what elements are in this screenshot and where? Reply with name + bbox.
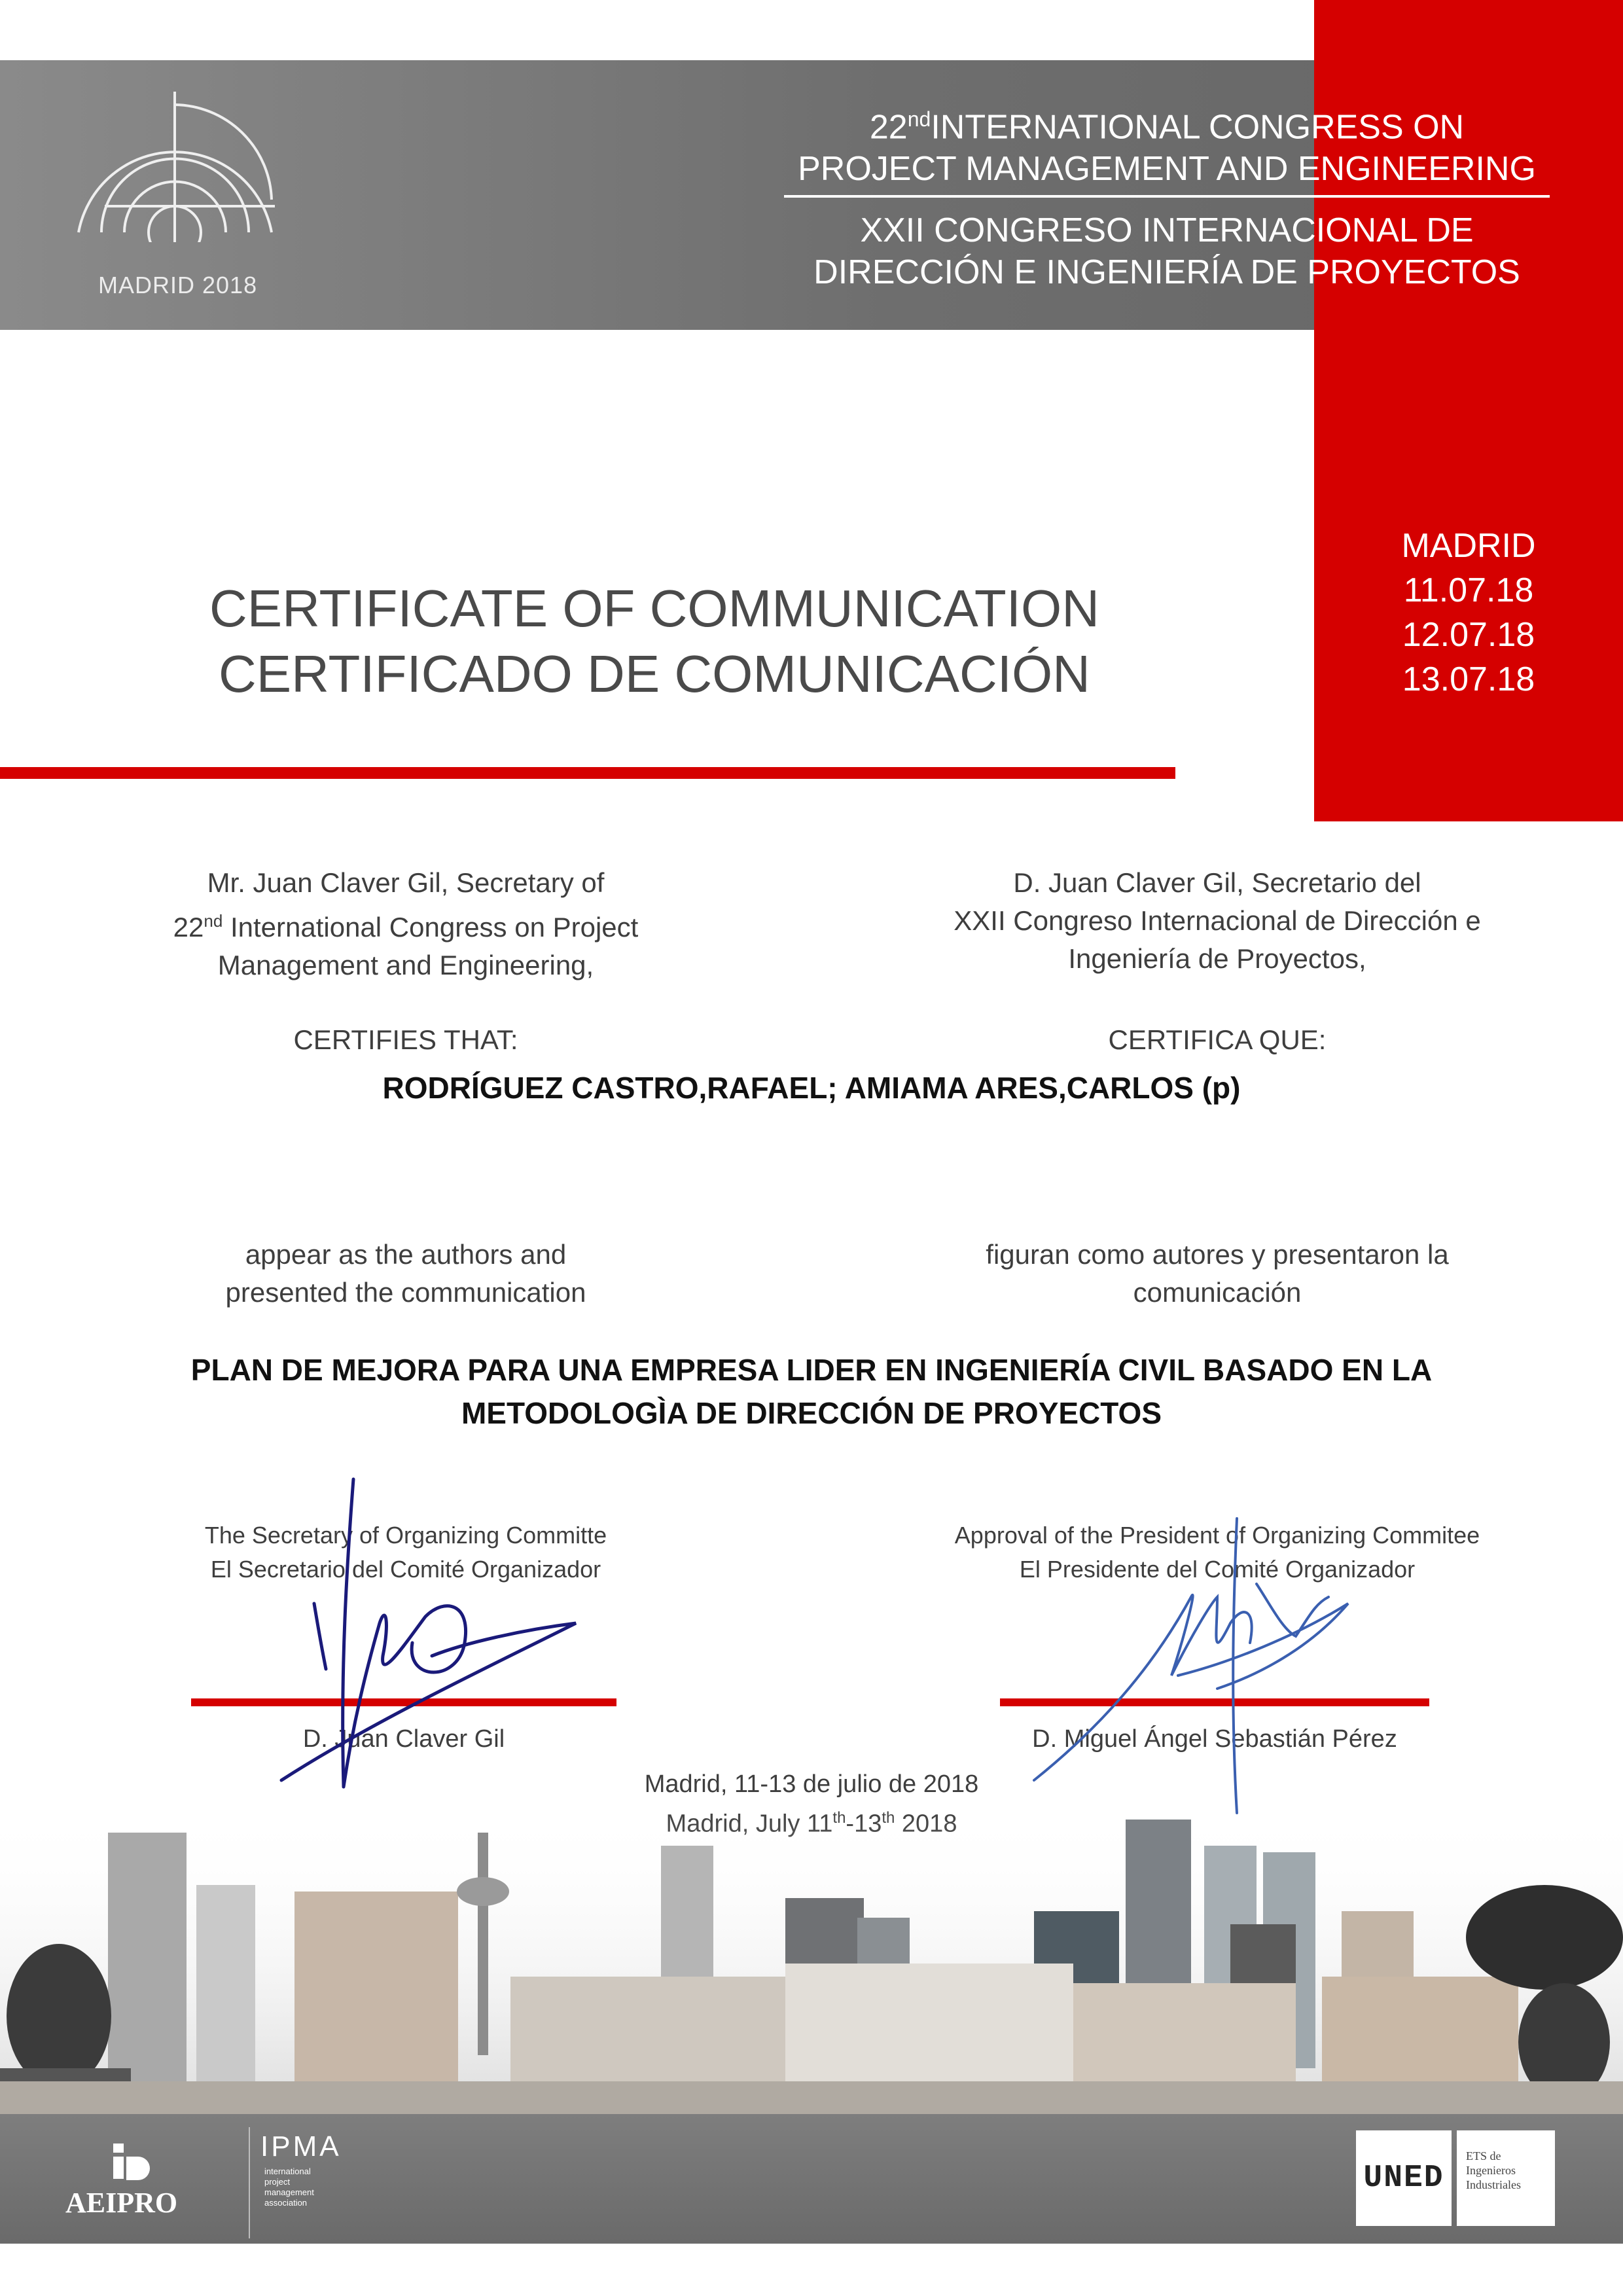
place-and-date: Madrid, 11-13 de julio de 2018 (644, 1770, 979, 1798)
logo-caption: MADRID 2018 (98, 272, 258, 298)
presented-es: figuran como autores y presentaron la comunicación (986, 1239, 1449, 1308)
uned-wordmark: UNED (1363, 2161, 1444, 2196)
dates-city: MADRID (1401, 527, 1536, 565)
date-day2: 12.07.18 (1402, 616, 1535, 654)
congress-title-es: XXII CONGRESO INTERNACIONAL DE DIRECCIÓN E INGENIERÍA DE PROYECTOS (813, 211, 1520, 291)
right-signatory-name: D. Miguel Ángel Sebastián Pérez (1032, 1725, 1397, 1753)
title-rule (0, 767, 1175, 779)
certificate-title: CERTIFICATE OF COMMUNICATION CERTIFICADO DE COMUNICACIÓN (209, 579, 1099, 703)
communication-title: PLAN DE MEJORA PARA UNA EMPRESA LIDER EN INGENIERÍA CIVIL BASADO EN LA METODOLOGÌA DE DIRECCIÓN DE PROYECTOS (190, 1353, 1433, 1430)
aeipro-wordmark: AEIPRO (65, 2187, 178, 2219)
date-day1: 11.07.18 (1403, 571, 1534, 609)
left-signature-icon (275, 1473, 615, 1800)
certifies-en: CERTIFIES THAT: (293, 1024, 518, 1055)
presented-en: appear as the authors and presented the communication (225, 1239, 586, 1308)
congress-title-en: 22ndINTERNATIONAL CONGRESS ON PROJECT MANAGEMENT AND ENGINEERING (798, 107, 1536, 188)
ipma-subtitle: international project management association (264, 2166, 314, 2208)
ets-logo: ETS de Ingenieros Industriales (1457, 2130, 1555, 2226)
right-signature-icon (1021, 1505, 1374, 1820)
authors: RODRÍGUEZ CASTRO,RAFAEL; AMIAMA ARES,CARLOS (p) (382, 1071, 1241, 1105)
congress-logo-icon (65, 92, 281, 242)
left-signature-heading: The Secretary of Organizing Committe El Secretario del Comité Organizador (204, 1522, 607, 1583)
ipma-divider (249, 2127, 250, 2238)
intro-es: D. Juan Claver Gil, Secretario del XXII Congreso Internacional de Dirección e Ingeniería de Proyectos, (954, 867, 1481, 974)
intro-en: Mr. Juan Claver Gil, Secretary of 22nd International Congress on Project Management and Engineering, (173, 867, 639, 980)
date-day3: 13.07.18 (1402, 660, 1535, 698)
header-separator (784, 195, 1550, 198)
ipma-wordmark: IPMA (260, 2130, 342, 2162)
uned-logo (1356, 2130, 1452, 2226)
left-signatory-name: D. Juan Claver Gil (302, 1725, 505, 1753)
certifies-es: CERTIFICA QUE: (1108, 1024, 1327, 1055)
congress-dates (1314, 524, 1623, 702)
madrid-skyline-image (0, 1806, 1623, 2114)
right-signature-heading: Approval of the President of Organizing Commitee El Presidente del Comité Organizador (954, 1522, 1480, 1583)
